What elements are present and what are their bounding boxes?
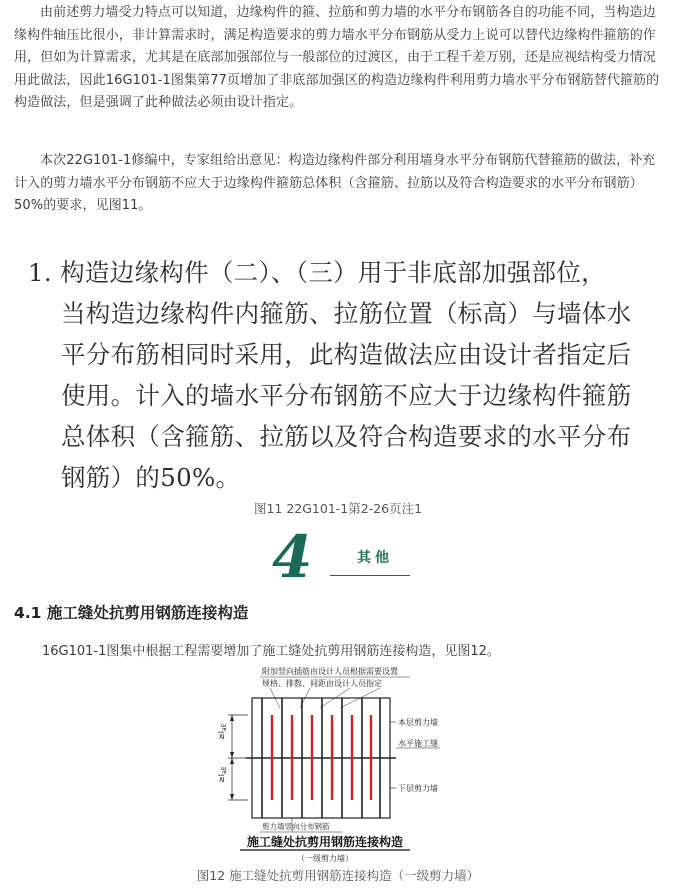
dim-label-lower: $\ge l_{aE}$: [217, 766, 228, 783]
intro-paragraph: 由前述剪力墙受力特点可以知道，边缘构件的箍、拉筋和剪力墙的水平分布钢筋各自的功能不同，当构造边缘构件轴压比很小，非计算需求时，满足构造要求的剪力墙水平分布钢筋从受力上说可以替代边缘构件箍筋的作用，但如为计算需求，尤其是在底部加强部位与一般部位的过渡区，由于工程千差万别，还是应视结构受力情况用此做法，因此16G101-1图集第77页增加了非底部加强区的构造边缘构件利用剪力墙水平分布钢筋替代箍筋的构造做法，但是强调了此种做法必须由设计指定。: [14, 5, 660, 110]
fig12-top-note-1: 附加竖向插筋由设计人员根据需要设置: [262, 667, 398, 676]
note-continuation: 当构造边缘构件内箍筋、拉筋位置（标高）与墙体水平分布筋相同时采用，此构造做法应由设计者指定后使用。计入的墙水平分布钢筋不应大于边缘构件箍筋总体积（含箍筋、拉筋以及符合构造要求的水平分布钢筋）的50%。: [61, 299, 632, 492]
fig12-title: 施工缝处抗剪用钢筋连接构造: [246, 835, 404, 849]
fig12-dimensions: [228, 715, 248, 800]
subsection-heading: 4.1 施工缝处抗剪用钢筋连接构造: [14, 604, 249, 622]
figure-12-diagram: [200, 660, 500, 865]
dim-label-upper: $\ge l_{aE}$: [217, 723, 228, 740]
section-number: 4: [272, 523, 313, 591]
label-upper-wall: 本层剪力墙: [398, 718, 438, 727]
revision-paragraph: 本次22G101-1修编中，专家组给出意见：构造边缘构件部分利用墙身水平分布钢筋代替箍筋的做法，补充计入的剪力墙水平分布钢筋不应大于边缘构件箍筋总体积（含箍筋、拉筋以及符合构造要求的水平分布钢筋）50%的要求，见图11。: [14, 153, 656, 213]
figure-11-caption: 图11 22G101-1第2-26页注1: [253, 501, 423, 516]
section-underline: [330, 575, 410, 576]
figure-12-caption: 图12 施工缝处抗剪用钢筋连接构造（一级剪力墙）: [196, 868, 480, 883]
figure-12-intro: 16G101-1图集中根据工程需要增加了施工缝处抗剪用钢筋连接构造，见图12。: [42, 644, 500, 659]
figure-11-note: [28, 252, 648, 498]
fig12-subtitle: （一级剪力墙）: [297, 854, 353, 863]
section-title: 其他: [357, 550, 393, 566]
label-lower-wall: 下层剪力墙: [398, 784, 438, 793]
fig12-top-note-2: 规格、排数、间距由设计人员指定: [262, 679, 382, 688]
label-joint: 水平施工缝: [398, 739, 438, 748]
label-vertical-rebar: 剪力墙竖向分布钢筋: [262, 822, 330, 831]
note-first-line: 1. 构造边缘构件（二）、（三）用于非底部加强部位，: [28, 258, 606, 287]
